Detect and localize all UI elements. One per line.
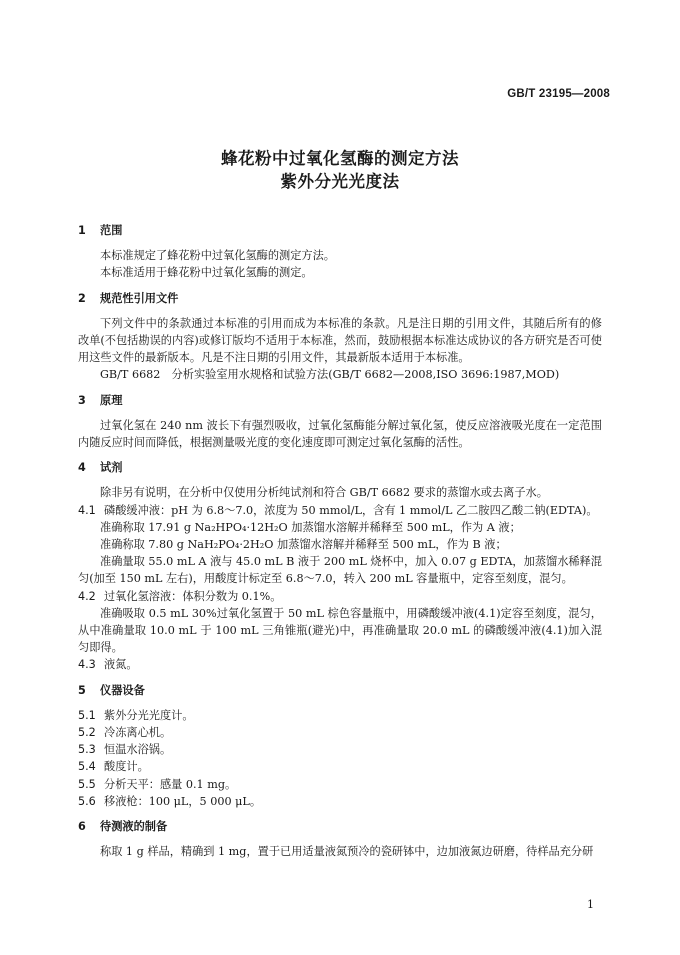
section-heading-4 <box>78 459 602 476</box>
section-number: 3 <box>78 393 86 407</box>
clause-5-1 <box>78 707 602 724</box>
paragraph: 过氧化氢在 240 nm 波长下有强烈吸收，过氧化氢酶能分解过氧化氢，使反应溶液吸光度在一定范围内随反应时间而降低，根据测量吸光度的变化速度即可测定过氧化氢酶的活性。 <box>78 418 602 450</box>
clause-number: 5.3 <box>78 743 96 757</box>
paragraph: 准确量取 55.0 mL A 液与 45.0 mL B 液于 200 mL 烧杯中，加入 0.07 g EDTA，加蒸馏水稀释混匀(加至 150 mL 左右)，用酸度计标定至 6.8～7.0，转入 200 mL 容量瓶中，定容至刻度，混匀。 <box>78 555 602 586</box>
clause-number: 4.2 <box>78 589 96 603</box>
clause-5-5 <box>78 776 602 793</box>
section-title: 待测液的制备 <box>100 820 168 834</box>
section-number: 1 <box>78 224 86 237</box>
clause-4-2 <box>78 588 602 605</box>
clause-4-1 <box>78 502 602 519</box>
clause-text: 液氮。 <box>104 658 138 672</box>
standard-code: GB/T 23195—2008 <box>507 88 610 100</box>
clause-5-6 <box>78 793 602 810</box>
document-subtitle: 紫外分光光度法 <box>280 172 400 191</box>
document-body <box>78 222 602 861</box>
reference-entry: GB/T 6682 分析实验室用水规格和试验方法(GB/T 6682—2008,ISO 3696:1987,MOD) <box>100 368 560 382</box>
section-number: 2 <box>78 291 86 305</box>
section-number: 6 <box>78 820 86 834</box>
clause-text: 冷冻离心机。 <box>104 726 172 740</box>
clause-text: 磷酸缓冲液：pH 为 6.8～7.0，浓度为 50 mmol/L，含有 1 mmol/L 乙二胺四乙酸二钠(EDTA)。 <box>104 503 598 517</box>
paragraph: 称取 1 g 样品，精确到 1 mg，置于已用适量液氮预冷的瓷研钵中，边加液氮边研磨，待样品充分研 <box>100 845 594 859</box>
section-title: 试剂 <box>100 461 123 475</box>
document-title: 蜂花粉中过氧化氢酶的测定方法 <box>221 149 459 168</box>
clause-text: 恒温水浴锅。 <box>104 743 172 757</box>
clause-number: 4.3 <box>78 658 96 672</box>
clause-text: 分析天平：感量 0.1 mg。 <box>104 777 237 791</box>
section-heading-5 <box>78 682 602 699</box>
paragraph: 本标准适用于蜂花粉中过氧化氢酶的测定。 <box>100 266 313 280</box>
section-heading-3 <box>78 392 602 409</box>
paragraph: 除非另有说明，在分析中仅使用分析纯试剂和符合 GB/T 6682 要求的蒸馏水或去离子水。 <box>100 486 548 500</box>
clause-text: 移液枪：100 μL，5 000 μL。 <box>104 794 262 808</box>
clause-text: 过氧化氢溶液：体积分数为 0.1%。 <box>104 589 282 603</box>
clause-number: 5.5 <box>78 777 96 791</box>
clause-4-3 <box>78 656 602 673</box>
section-heading-1 <box>78 222 602 239</box>
section-number: 5 <box>78 683 86 697</box>
clause-5-3 <box>78 741 602 758</box>
section-title: 规范性引用文件 <box>100 291 179 305</box>
section-title: 仪器设备 <box>100 683 145 697</box>
section-heading-2 <box>78 290 602 307</box>
clause-5-4 <box>78 758 602 775</box>
section-heading-6 <box>78 818 602 835</box>
paragraph: 准确称取 7.80 g NaH₂PO₄·2H₂O 加蒸馏水溶解并稀释至 500 mL，作为 B 液； <box>100 538 507 552</box>
clause-number: 5.2 <box>78 726 96 740</box>
page-number: 1 <box>587 898 594 911</box>
clause-number: 5.6 <box>78 794 96 808</box>
paragraph: 本标准规定了蜂花粉中过氧化氢酶的测定方法。 <box>100 249 335 263</box>
paragraph: 准确称取 17.91 g Na₂HPO₄·12H₂O 加蒸馏水溶解并稀释至 500 mL，作为 A 液； <box>100 520 521 534</box>
clause-text: 酸度计。 <box>104 760 149 774</box>
clause-number: 4.1 <box>78 503 96 517</box>
section-title: 原理 <box>100 393 123 407</box>
clause-number: 5.1 <box>78 708 96 722</box>
paragraph: 下列文件中的条款通过本标准的引用而成为本标准的条款。凡是注日期的引用文件，其随后所有的修改单(不包括勘误的内容)或修订版均不适用于本标准，然而，鼓励根据本标准达成协议的各方研究是否可使用这些文件的最新版本。凡是不注日期的引用文件，其最新版本适用于本标准。 <box>78 316 602 365</box>
section-title: 范围 <box>100 224 123 237</box>
clause-5-2 <box>78 724 602 741</box>
section-number: 4 <box>78 461 86 475</box>
paragraph: 准确吸取 0.5 mL 30%过氧化氢置于 50 mL 棕色容量瓶中，用磷酸缓冲液(4.1)定容至刻度，混匀，从中准确量取 10.0 mL 于 100 mL 三角锥瓶(避光)中，再准确量取 20.0 mL 的磷酸缓冲液(4.1)加入混匀即得。 <box>78 606 602 655</box>
clause-number: 5.4 <box>78 760 96 774</box>
clause-text: 紫外分光光度计。 <box>104 708 194 722</box>
